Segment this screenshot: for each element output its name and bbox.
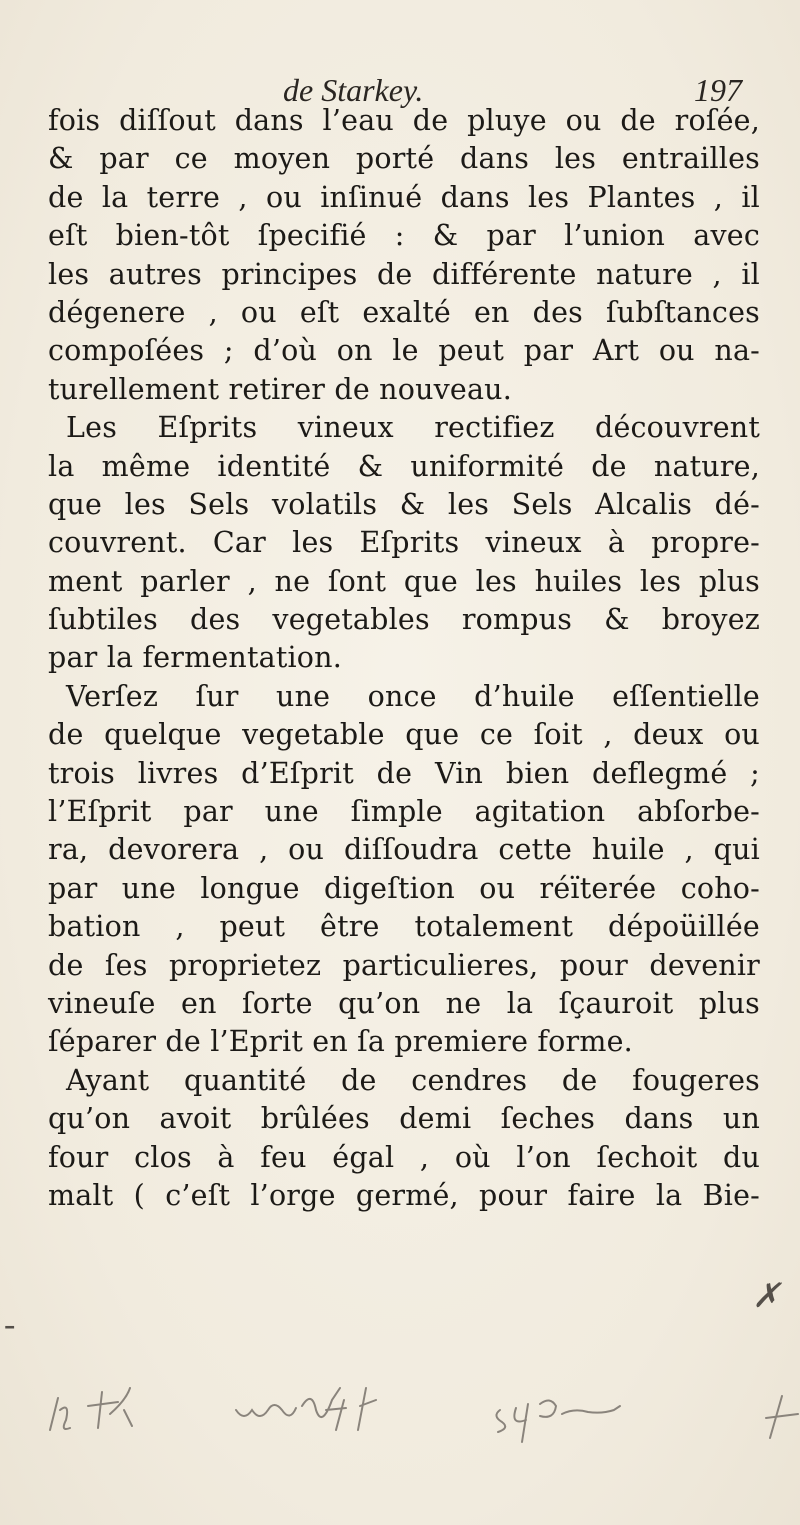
running-title: de Starkey. bbox=[283, 72, 424, 108]
text-line: que les Sels volatils & les Sels Alcalis dé- bbox=[48, 487, 760, 521]
text-line: vineuſe en ſorte qu’on ne la ſçauroit plus bbox=[48, 986, 760, 1020]
text-line: & par ce moyen porté dans les entrailles bbox=[48, 142, 760, 176]
text-line: de la terre , ou inſinué dans les Plantes , il bbox=[48, 180, 760, 214]
text-line: malt ( c’eſt l’orge germé, pour faire la Bie- bbox=[48, 1178, 760, 1212]
text-line: ment parler , ne ſont que les huiles les plus bbox=[48, 564, 760, 598]
text-line: Les Eſprits vineux rectifiez découvrent bbox=[66, 411, 760, 445]
text-line: de quelque vegetable que ce ſoit , deux ou bbox=[48, 718, 760, 752]
text-line: de ſes proprietez particulieres, pour devenir bbox=[48, 948, 760, 982]
text-line: four clos à feu égal , où l’on ſechoit du bbox=[48, 1140, 760, 1174]
handwritten-annotation bbox=[40, 1370, 800, 1450]
text-line: couvrent. Car les Eſprits vineux à propre- bbox=[48, 526, 760, 560]
text-line: turellement retirer de nouveau. bbox=[48, 372, 512, 406]
text-line: Verſez ſur une once d’huile eſſentielle bbox=[66, 679, 760, 713]
text-line: bation , peut être totalement dépoüillée bbox=[48, 910, 760, 944]
page-number: 197 bbox=[694, 72, 742, 108]
text-line: ſubtiles des vegetables rompus & broyez bbox=[48, 603, 760, 637]
text-line: dégenere , ou eſt exalté en des ſubſtances bbox=[48, 295, 760, 329]
text-line: Ayant quantité de cendres de fougeres bbox=[66, 1063, 760, 1097]
text-line: qu’on avoit brûlées demi ſeches dans un bbox=[48, 1102, 760, 1136]
text-line: la même identité & uniformité de nature, bbox=[48, 449, 760, 483]
margin-mark-left: - bbox=[4, 1306, 16, 1343]
text-line: l’Eſprit par une ſimple agitation abſorbe- bbox=[48, 795, 760, 829]
margin-mark-right: ✗ bbox=[752, 1278, 781, 1315]
text-line: eſt bien-tôt ſpecifié : & par l’union avec bbox=[48, 219, 760, 253]
text-line: trois livres d’Eſprit de Vin bien deflegmé ; bbox=[48, 756, 760, 790]
text-line: compoſées ; d’où on le peut par Art ou na- bbox=[48, 334, 760, 368]
text-line: par la fermentation. bbox=[48, 641, 342, 675]
text-line: ra, devorera , ou diſſoudra cette huile , qui bbox=[48, 833, 760, 867]
text-line: ſéparer de l’Eprit en ſa premiere forme. bbox=[48, 1025, 633, 1059]
text-line: les autres principes de différente nature , il bbox=[48, 257, 760, 291]
text-line: par une longue digeſtion ou réïterée coho- bbox=[48, 871, 760, 905]
text-line: fois diſſout dans l’eau de pluye ou de roſée, bbox=[48, 104, 760, 137]
body-text bbox=[48, 102, 760, 1215]
